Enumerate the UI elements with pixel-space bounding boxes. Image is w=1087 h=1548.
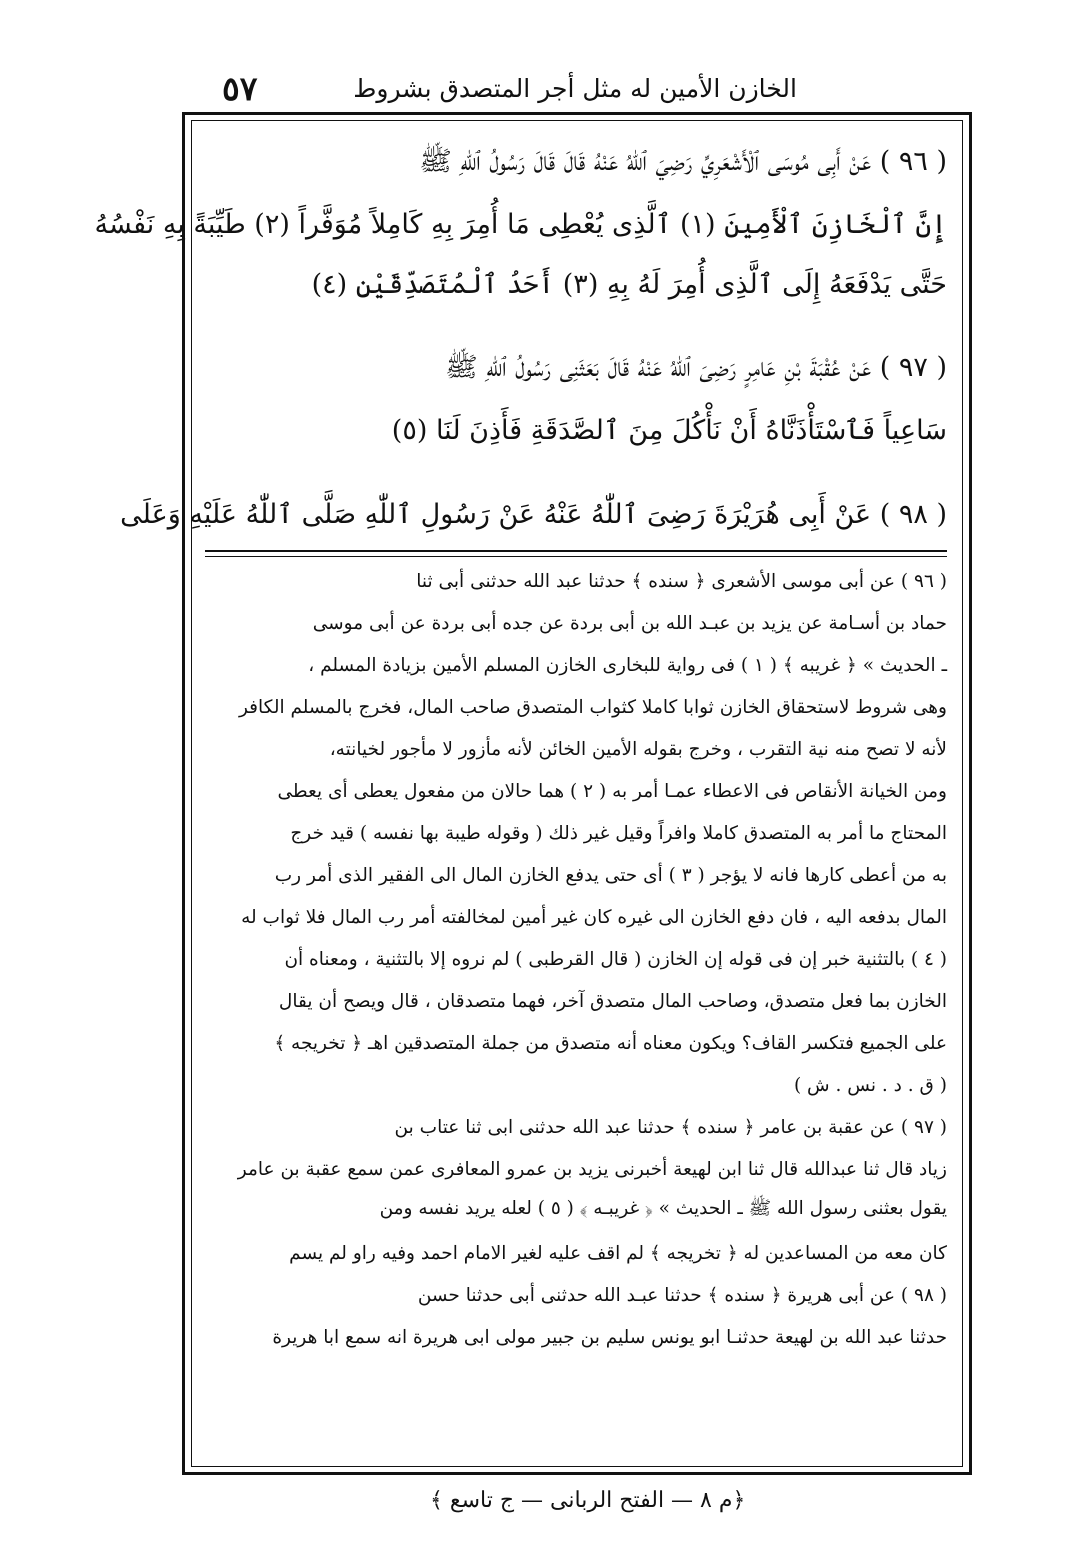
commentary-line: ـ الحديث » ﴿ غريبه ﴾ ( ١ ) فى رواية للبخارى الخازن المسلم الأمين بزيادة المسلم ، <box>308 654 947 676</box>
hadith-line: ( ٩٨ ) عَنْ أَبِى هُرَيْرَةَ رَضِىَ ٱللّٰهُ عَنْهُ عَنْ رَسُولِ ٱللّٰهِ صَلَّى ٱللّٰهُ عَلَيْهِ وَعَلَى <box>120 498 947 530</box>
commentary-line: ( ٩٧ ) عن عقبة بن عامر ﴿ سنده ﴾ حدثنا عبد الله حدثنى ابى ثنا عتاب بن <box>394 1116 947 1138</box>
running-title: الخازن الأمين له مثل أجر المتصدق بشروط <box>353 73 797 103</box>
hadith-line: سَاعِياً فَٱسْتَأْذَنَّاهُ أَنْ نَأْكُلَ مِنَ ٱلصَّدَقَةِ فَأَذِنَ لَنَا (٥) <box>391 414 947 446</box>
page-number: ٥٧ <box>222 68 258 108</box>
commentary-line: به من أعطى كارها فانه لا يؤجر ( ٣ ) أى حتى يدفع الخازن المال الى الفقير الذى أمر رب <box>274 864 947 886</box>
commentary-line: لأنه لا تصح منه نية التقرب ، وخرج بقوله الأمين الخائن لأنه مأزور لا مأجور لخيانته، <box>329 738 947 760</box>
commentary-line: يقول بعثنى رسول الله ﷺ ـ الحديث » ﴿ غريبـه ﴾ ( ٥ ) لعله يريد نفسه ومن <box>379 1198 947 1219</box>
commentary-line: ( ٩٦ ) عن أبى موسى الأشعرى ﴿ سنده ﴾ حدثنا عبد الله حدثنى أبى ثنا <box>416 570 947 592</box>
commentary-line: الخازن بما فعل متصدق، وصاحب المال متصدق آخر، فهما متصدقان ، قال ويصح أن يقال <box>278 990 947 1012</box>
page-footer: ﴿م ٨ — الفتح الربانى — ج تاسع ﴾ <box>430 1487 746 1513</box>
commentary-line: زياد قال ثنا عبدالله قال ثنا ابن لهيعة أخبرنى يزيد بن عمرو المعافرى عمن سمع عقبة بن عامر <box>237 1158 947 1180</box>
commentary-line: حدثنا عبد الله بن لهيعة حدثنـا ابو يونس سليم بن جبير مولى ابى هريرة انه سمع ابا هريرة <box>272 1326 947 1348</box>
commentary-line: حماد بن أسـامة عن يزيد بن عبـد الله بن أبى بردة عن جده أبى بردة عن أبى موسى <box>312 612 947 634</box>
page-header <box>222 66 797 110</box>
commentary-line: ( ٩٨ ) عن أبى هريرة ﴿ سنده ﴾ حدثنا عبـد الله حدثنى أبى حدثنا حسن <box>417 1284 947 1306</box>
commentary-line: ( ق . د . نس . ش ) <box>793 1074 947 1096</box>
commentary-line: ( ٤ ) بالتثنية خبر إن فى قوله إن الخازن ( قال القرطبى ) لم نروه إلا بالتثنية ، ومعناه أن <box>284 948 947 970</box>
section-separator <box>205 556 947 557</box>
hadith-line: إِنَّ ٱلْخَازِنَ ٱلْأَمِينَ (١) ٱلَّذِى يُعْطِى مَا أُمِرَ بِهِ كَامِلاً مُوَفَّراً (٢) طَيِّبَةً بِهِ نَفْسُهُ <box>94 208 947 240</box>
hadith-line: ( ٩٧ ) عَنْ عُقْبَةَ بْنِ عَامِرٍ رَضِىَ ٱللّٰهُ عَنْهُ قَالَ بَعَثَنِى رَسُولُ ٱللّٰهِ ﷺ <box>445 352 947 383</box>
commentary-line: كان معه من المساعدين له ﴿ تخريجه ﴾ لم اقف عليه لغير الامام احمد وفيه راو لم يسم <box>289 1242 947 1264</box>
hadith-line: حَتَّى يَدْفَعَهُ إِلَى ٱلَّذِى أُمِرَ لَهُ بِهِ (٣) أَحَدُ ٱلْمُتَصَدِّقَيْنِ (٤) <box>311 268 947 300</box>
commentary-line: على الجميع فتكسر القاف؟ ويكون معناه أنه متصدق من جملة المتصدقين اهـ ﴿ تخريجه ﴾ <box>274 1032 947 1054</box>
section-separator <box>205 550 947 552</box>
commentary-line: المحتاج ما أمر به المتصدق كاملا وافراً وقيل غير ذلك ( وقوله طيبة بها نفسه ) قيد خرج <box>290 822 947 844</box>
commentary-line: المال بدفعه اليه ، فان دفع الخازن الى غيره كان غير أمين لمخالفته أمر رب المال فلا ثواب له <box>241 906 947 928</box>
commentary-line: وهى شروط لاستحقاق الخازن ثوابا كاملا كثواب المتصدق صاحب المال، فخرج بالمسلم الكافر <box>238 696 947 718</box>
hadith-line: ( ٩٦ ) عَنْ أَبِى مُوسَى ٱلْأَشْعَرِيِّ رَضِيَ ٱللّٰهُ عَنْهُ قَالَ قَالَ رَسُولُ ٱللّٰهِ ﷺ <box>419 146 947 177</box>
commentary-line: ومن الخيانة الأنقاص فى الاعطاء عمـا أمر به ( ٢ ) هما حالان من مفعول يعطى أى يعطى <box>277 780 947 802</box>
